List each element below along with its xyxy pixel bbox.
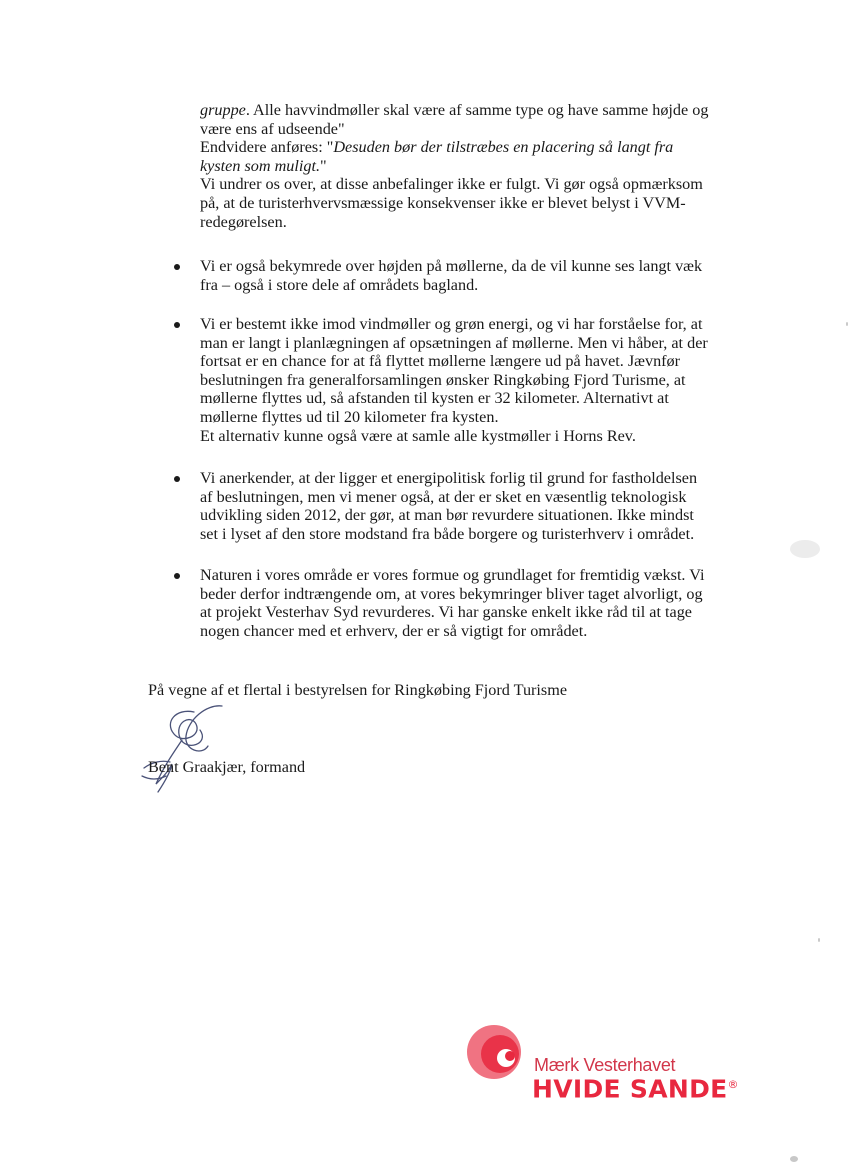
- intro-emphasis-word: gruppe: [200, 101, 246, 119]
- intro-paragraph: [200, 101, 740, 231]
- intro-line-5: Vi undrer os over, at disse anbefalinger ikke er fulgt. Vi gør også opmærksom: [200, 175, 703, 194]
- quote-emphasis-end: kysten som muligt.: [200, 156, 321, 175]
- bullet-item: Vi er også bekymrede over højden på møllerne, da de vil kunne ses langt væk fra – også i store dele af områdets bagland.: [200, 257, 760, 294]
- scan-speck: [790, 1156, 798, 1162]
- bullet-item: Vi anerkender, at der ligger et energipolitisk forlig til grund for fastholdelsen af beslutningen, men vi mener også, at der er sket en væsentlig teknologisk udvikling siden 2012, der gør, at man bør revurdere situationen. Ikke mindst set i lyset af den store modstand fra både borgere og turisterhverv i området.: [200, 469, 760, 543]
- logo-name: HVIDE SANDE®: [532, 1074, 739, 1104]
- bullet-dot-icon: [174, 573, 180, 579]
- intro-line-2: være ens af udseende": [200, 119, 345, 138]
- closing-line: På vegne af et flertal i bestyrelsen for Ringkøbing Fjord Turisme: [148, 681, 568, 699]
- logo-tagline: Mærk Vesterhavet: [534, 1055, 676, 1075]
- intro-line-4: kysten som muligt.": [200, 156, 327, 175]
- bullet-dot-icon: [174, 476, 180, 482]
- bullet-dot-icon: [174, 322, 180, 328]
- intro-line-1: gruppe. Alle havvindmøller skal være af samme type og have samme højde og: [200, 101, 709, 119]
- hvide-sande-logo: [466, 1018, 756, 1118]
- intro-line-6: på, at de turisterhvervsmæssige konsekvenser ikke er blevet belyst i VVM-: [200, 193, 686, 212]
- signer-name: Bent Graakjær, formand: [148, 758, 306, 776]
- intro-line-7: redegørelsen.: [200, 212, 287, 231]
- scan-speck: [846, 322, 848, 326]
- bullet-item: Naturen i vores område er vores formue og grundlaget for fremtidig vækst. Vi beder derfor indtrængende om, at vores bekymringer bliver taget alvorligt, og at projekt Vesterhav Syd revurderes. Vi har ganske enkelt ikke råd til at tage nogen chancer med et erhverv, der er så vigtigt for området.: [200, 566, 760, 640]
- signature-scribble: [136, 700, 246, 800]
- scan-speck: [790, 540, 820, 558]
- intro-line-3: Endvidere anføres: "Desuden bør der tilstræbes en placering så langt fra: [200, 138, 674, 157]
- quote-emphasis: Desuden bør der tilstræbes en placering så langt fra: [333, 138, 674, 157]
- wave-logo-icon: [466, 1022, 526, 1082]
- bullet-dot-icon: [174, 264, 180, 270]
- scan-speck: [818, 938, 820, 942]
- bullet-item: Vi er bestemt ikke imod vindmøller og grøn energi, og vi har forståelse for, at man er langt i planlægningen af opsætningen af møllerne. Men vi håber, at der fortsat er en chance for at få flyttet møllerne længere ud på havet. Jævnfør beslutningen fra generalforsamlingen ønsker Ringkøbing Fjord Turisme, at møllerne flyttes ud, så afstanden til kysten er 32 kilometer. Alternativt at møllerne flyttes ud til 20 kilometer fra kysten. Et alternativ kunne også være at samle alle kystmøller i Horns Rev.: [200, 315, 760, 445]
